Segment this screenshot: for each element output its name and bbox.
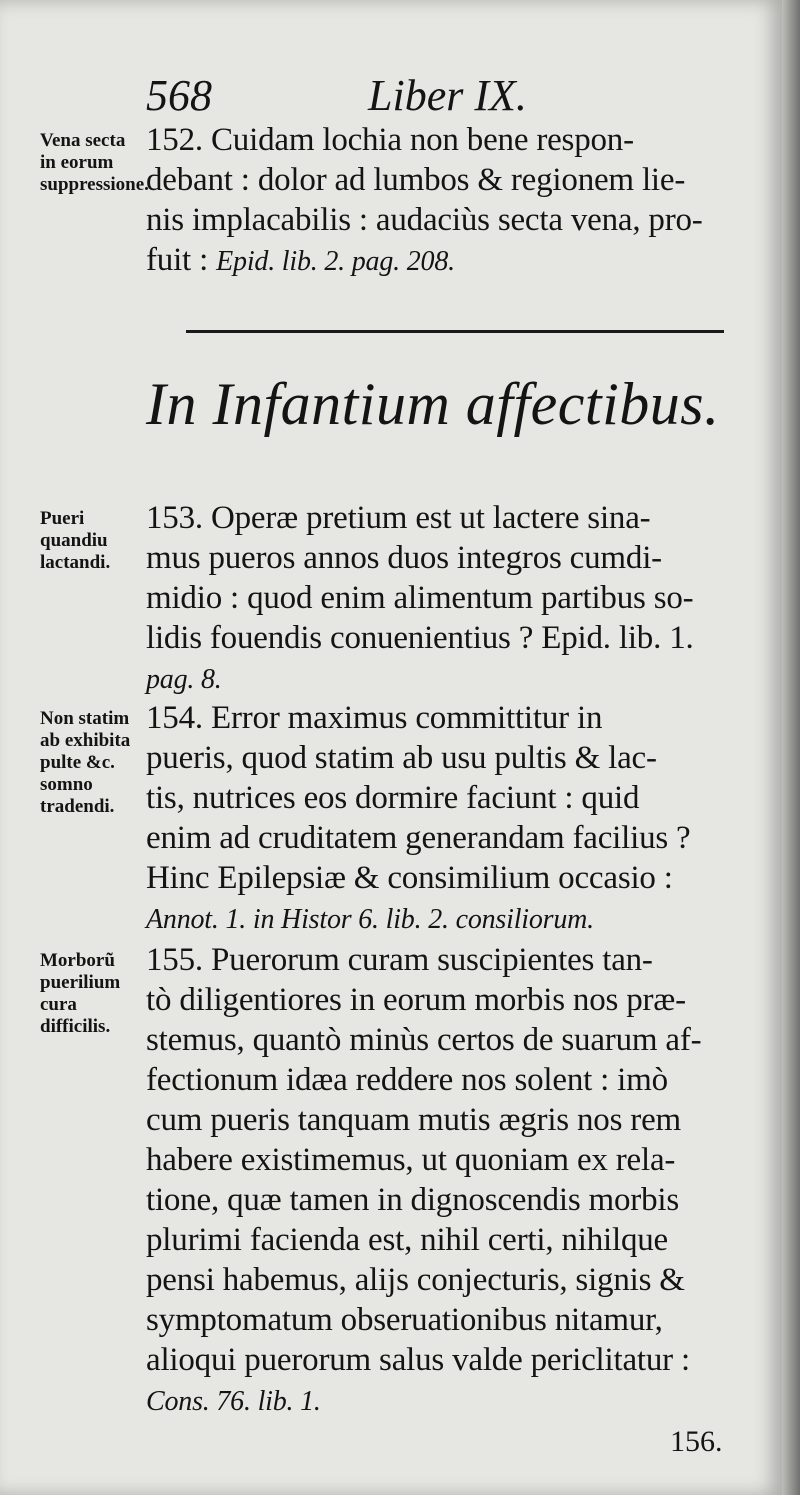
text-line: 155. Puerorum curam suscipientes tan- (146, 942, 653, 978)
text-line (146, 898, 746, 940)
section-divider (186, 330, 724, 333)
text-line: 154. Error maximus committitur in (146, 700, 603, 736)
text-line (146, 658, 746, 700)
text-line: cum pueris tanquam mutis ægris nos rem (146, 1102, 681, 1138)
text-line: fectionum idæa reddere nos solent : imò (146, 1062, 668, 1098)
margin-note: Morborũ puerilium cura difficilis. (40, 950, 121, 1037)
text-line: midio : quod enim alimentum partibus so- (146, 580, 694, 616)
paragraph-155 (146, 940, 746, 1422)
section-heading: In Infantium affectibus. (146, 371, 720, 437)
margin-note: Pueri quandiu lactandi. (40, 508, 111, 573)
text-line: enim ad cruditatem generandam facilius ? (146, 820, 691, 856)
citation: Epid. lib. 2. pag. 208. (216, 246, 455, 277)
text-line: nis implacabilis : audaciùs secta vena, pro- (146, 202, 703, 238)
citation: pag. 8. (146, 664, 222, 695)
text-line: 152. Cuidam lochia non bene respon- (146, 122, 634, 158)
text-line: alioqui puerorum salus valde periclitatur : (146, 1342, 690, 1378)
text-line: tis, nutrices eos dormire faciunt : quid (146, 780, 640, 816)
text-line: 153. Operæ pretium est ut lactere sina- (146, 500, 651, 536)
citation: Cons. 76. lib. 1. (146, 1386, 321, 1417)
paragraph-152 (146, 120, 746, 282)
text-line: pueris, quod statim ab usu pultis & lac- (146, 740, 657, 776)
text-line: stemus, quantò minùs certos de suarum af- (146, 1022, 702, 1058)
page-edge (782, 0, 800, 1495)
text-line: Hinc Epilepsiæ & consimilium occasio : (146, 860, 673, 896)
citation: Annot. 1. in Histor 6. lib. 2. consiliorum. (146, 904, 594, 935)
margin-note: Vena secta in eorum suppressione. (40, 130, 149, 195)
text-line: tione, quæ tamen in dignoscendis morbis (146, 1182, 679, 1218)
text-line: mus pueros annos duos integros cumdi- (146, 540, 662, 576)
text-line: lidis fouendis conuenientius ? Epid. lib. 1. (146, 620, 694, 656)
text-line (146, 240, 746, 282)
paragraph-153 (146, 498, 746, 700)
page-number: 568 (146, 71, 212, 120)
text-line: habere existimemus, ut quoniam ex rela- (146, 1142, 676, 1178)
text-fragment: fuit : (146, 242, 217, 278)
text-line (146, 1380, 746, 1422)
text-line: tò diligentiores in eorum morbis nos præ- (146, 982, 686, 1018)
margin-note: Non statim ab exhibita pulte &c. somno tradendi. (40, 708, 131, 817)
text-line: symptomatum obseruationibus nitamur, (146, 1302, 663, 1338)
paragraph-154 (146, 698, 746, 940)
text-line: debant : dolor ad lumbos & regionem lie- (146, 162, 686, 198)
catchword: 156. (670, 1425, 723, 1458)
running-head: Liber IX. (368, 71, 527, 120)
text-line: plurimi facienda est, nihil certi, nihilque (146, 1222, 668, 1258)
text-line: pensi habemus, alijs conjecturis, signis & (146, 1262, 685, 1298)
